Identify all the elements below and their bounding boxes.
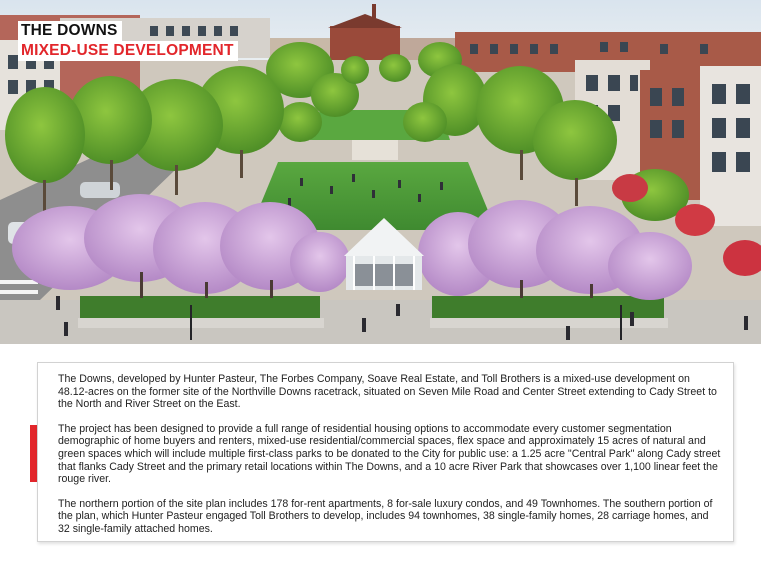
description-card: [37, 362, 734, 542]
description-paragraph: The Downs, developed by Hunter Pasteur, The Forbes Company, Soave Real Estate, and Toll Brothers is a mixed-use development on 48.12-acres on the former site of the Northville Downs racetrack, situated on Seven Mile Road and Center Street extending to Cady Street to the North and River Street on the East.: [58, 373, 717, 411]
description-paragraph: The project has been designed to provide a full range of residential housing options to accommodate every customer segmentation demographic of home buyers and renters, mixed-use residential/commercial spaces, flex space and approximately 15 acres of natural and green spaces which will include multiple first-class parks to be donated to the City for public use: a 1.25 acre "Central Park" along Cady street that flanks Cady Street and the primary retail locations within The Downs, and a 10 acre River Park that showcases over 1,100 linear feet the rouge river.: [58, 422, 721, 486]
description-paragraph: The northern portion of the site plan includes 178 for-rent apartments, 8 for-sale luxury condos, and 49 Townhomes. The southern portion of the plan, which Hunter Pasteur engaged Toll Brothers to develop, includes 94 townhomes, 38 single-family homes, 28 carriage homes, and 32 single-family attached homes.: [58, 497, 713, 535]
page-title: THE DOWNS: [18, 21, 122, 41]
page-subtitle: MIXED-USE DEVELOPMENT: [18, 41, 238, 61]
title-block: [18, 21, 238, 61]
accent-bar: [30, 425, 37, 482]
